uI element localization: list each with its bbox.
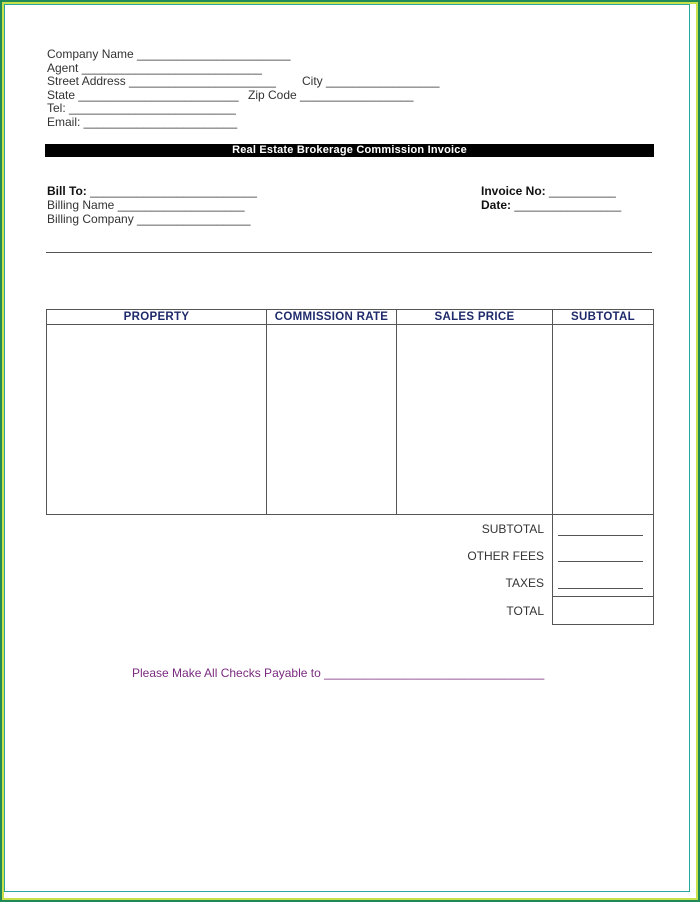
date-blank: ________________ xyxy=(511,198,622,212)
items-table xyxy=(46,309,654,515)
invoice-no-blank: __________ xyxy=(545,184,616,198)
city-field: City _________________ xyxy=(302,74,440,88)
totals-separator xyxy=(552,596,653,597)
checks-payable-line: Please Make All Checks Payable to _________________________________ xyxy=(132,666,545,680)
section-divider xyxy=(46,252,652,253)
other-fees-label: OTHER FEES xyxy=(467,549,544,563)
subtotal-blank[interactable] xyxy=(558,535,643,536)
agent-field: Agent ___________________________ xyxy=(47,61,262,75)
zip-code-field: Zip Code _________________ xyxy=(248,88,414,102)
taxes-blank[interactable] xyxy=(558,588,643,589)
sales-price-cell[interactable] xyxy=(397,325,553,515)
state-field: State ________________________ xyxy=(47,88,239,102)
other-fees-blank[interactable] xyxy=(558,561,643,562)
bill-to-field xyxy=(47,184,257,198)
tel-field: Tel: _________________________ xyxy=(47,101,236,115)
column-header-commission-rate: COMMISSION RATE xyxy=(267,310,397,325)
subtotal-label: SUBTOTAL xyxy=(481,522,544,536)
column-header-subtotal: SUBTOTAL xyxy=(553,310,654,325)
bill-to-blank: _________________________ xyxy=(86,184,257,198)
date-field xyxy=(481,198,621,212)
taxes-label: TAXES xyxy=(505,576,544,590)
table-header-row xyxy=(47,310,654,325)
column-header-sales-price: SALES PRICE xyxy=(397,310,553,325)
totals-box xyxy=(552,514,654,625)
invoice-title: Real Estate Brokerage Commission Invoice xyxy=(45,144,654,157)
commission-rate-cell[interactable] xyxy=(267,325,397,515)
subtotal-cell[interactable] xyxy=(553,325,654,515)
company-name-field: Company Name _______________________ xyxy=(47,47,291,61)
property-cell[interactable] xyxy=(47,325,267,515)
column-header-property: PROPERTY xyxy=(47,310,267,325)
date-label: Date: xyxy=(481,198,512,212)
invoice-no-label: Invoice No: xyxy=(481,184,546,198)
billing-company-field: Billing Company _________________ xyxy=(47,212,251,226)
street-address-field: Street Address ______________________ xyxy=(47,74,276,88)
billing-name-field: Billing Name ___________________ xyxy=(47,198,245,212)
total-label: TOTAL xyxy=(506,604,544,618)
bill-to-label: Bill To: xyxy=(47,184,87,198)
email-field: Email: _______________________ xyxy=(47,115,238,129)
table-row xyxy=(47,325,654,515)
invoice-no-field xyxy=(481,184,616,198)
